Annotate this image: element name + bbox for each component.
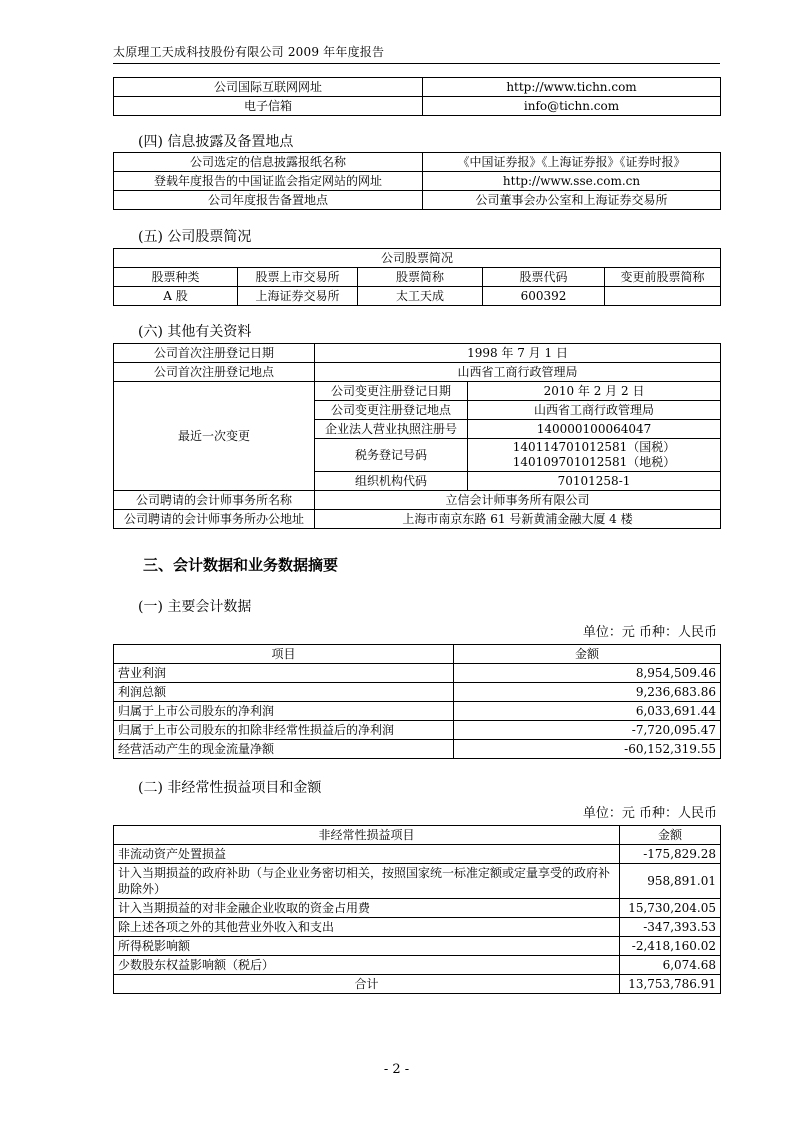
stock-type: A 股	[114, 287, 238, 306]
item-cell: 非流动资产处置损益	[114, 845, 620, 864]
column-header: 股票上市交易所	[238, 268, 358, 287]
non-recurring-unit: 单位：元 币种：人民币	[582, 806, 717, 821]
amount-cell: 958,891.01	[620, 864, 721, 899]
cell-value: 公司董事会办公室和上海证券交易所	[423, 191, 721, 210]
item-cell: 计入当期损益的政府补助（与企业业务密切相关，按照国家统一标准定额或定量享受的政府补助除外）	[114, 864, 620, 899]
cell-value: 2010 年 2 月 2 日	[468, 382, 721, 401]
header-rule	[113, 63, 720, 64]
table-row	[114, 864, 721, 899]
table-row	[114, 153, 721, 172]
table-caption: 公司股票简况	[114, 249, 721, 268]
section-disclosure-title: (四) 信息披露及备置地点	[138, 134, 294, 150]
amount-cell: 6,033,691.44	[454, 702, 721, 721]
table-row	[114, 491, 721, 510]
amount-cell: 9,236,683.86	[454, 683, 721, 702]
item-cell: 计入当期损益的对非金融企业收取的资金占用费	[114, 899, 620, 918]
other-info-table	[113, 343, 721, 529]
table-header-row	[114, 826, 721, 845]
table-row	[114, 664, 721, 683]
main-data-table	[113, 644, 721, 759]
item-cell: 除上述各项之外的其他营业外收入和支出	[114, 918, 620, 937]
cell-label: 税务登记号码	[315, 439, 468, 472]
stock-code: 600392	[483, 287, 605, 306]
amount-cell: -175,829.28	[620, 845, 721, 864]
table-header-row	[114, 645, 721, 664]
amount-cell: 8,954,509.46	[454, 664, 721, 683]
column-header: 非经常性损益项目	[114, 826, 620, 845]
cell-value: 上海市南京东路 61 号新黄浦金融大厦 4 楼	[315, 510, 721, 529]
total-row	[114, 975, 721, 994]
cell-value: 《中国证券报》《上海证券报》《证券时报》	[423, 153, 721, 172]
stock-short-name: 太工天成	[358, 287, 483, 306]
cell-label: 公司首次注册登记地点	[114, 363, 315, 382]
contact-table	[113, 77, 721, 116]
item-cell: 所得税影响额	[114, 937, 620, 956]
column-header: 变更前股票简称	[605, 268, 721, 287]
table-row	[114, 740, 721, 759]
table-row	[114, 937, 721, 956]
table-row	[114, 191, 721, 210]
website-link[interactable]: http://www.tichn.com	[423, 78, 721, 97]
page-number: - 2 -	[383, 1062, 410, 1077]
section-other-title: (六) 其他有关资料	[138, 324, 252, 340]
amount-cell: 6,074.68	[620, 956, 721, 975]
cell-label: 公司首次注册登记日期	[114, 344, 315, 363]
section3-title: 三、会计数据和业务数据摘要	[143, 556, 339, 574]
non-recurring-table	[113, 825, 721, 994]
cell-label: 公司聘请的会计师事务所名称	[114, 491, 315, 510]
table-row	[114, 683, 721, 702]
item-cell: 营业利润	[114, 664, 454, 683]
email-link[interactable]: info@tichn.com	[423, 97, 721, 116]
website-label: 公司国际互联网网址	[114, 78, 423, 97]
item-cell: 经营活动产生的现金流量净额	[114, 740, 454, 759]
tax-number-cell	[468, 439, 721, 472]
item-cell: 少数股东权益影响额（税后）	[114, 956, 620, 975]
section-stock-title: (五) 公司股票简况	[138, 229, 252, 245]
column-header: 股票简称	[358, 268, 483, 287]
cell-label: 登载年度报告的中国证监会指定网站的网址	[114, 172, 423, 191]
table-row	[114, 956, 721, 975]
cell-label: 公司选定的信息披露报纸名称	[114, 153, 423, 172]
disclosure-table	[113, 152, 721, 210]
table-row	[114, 899, 721, 918]
table-row	[114, 382, 721, 401]
cell-value: 山西省工商行政管理局	[468, 401, 721, 420]
total-amount: 13,753,786.91	[620, 975, 721, 994]
total-label: 合计	[114, 975, 620, 994]
local-tax-number: 140109701012581（地税）	[512, 455, 676, 469]
column-header: 金额	[454, 645, 721, 664]
table-row	[114, 78, 721, 97]
table-row	[114, 287, 721, 306]
non-recurring-title: (二) 非经常性损益项目和金额	[138, 780, 322, 796]
email-label: 电子信箱	[114, 97, 423, 116]
table-row	[114, 721, 721, 740]
amount-cell: -347,393.53	[620, 918, 721, 937]
stock-table	[113, 248, 721, 306]
amount-cell: -60,152,319.55	[454, 740, 721, 759]
table-row	[114, 702, 721, 721]
table-row	[114, 363, 721, 382]
main-data-title: (一) 主要会计数据	[138, 599, 252, 615]
cell-label: 组织机构代码	[315, 472, 468, 491]
cell-label: 公司年度报告备置地点	[114, 191, 423, 210]
table-row	[114, 249, 721, 268]
national-tax-number: 140114701012581（国税）	[512, 440, 676, 454]
stock-former-name	[605, 287, 721, 306]
cell-value: 立信会计师事务所有限公司	[315, 491, 721, 510]
amount-cell: -7,720,095.47	[454, 721, 721, 740]
item-cell: 利润总额	[114, 683, 454, 702]
amount-cell: 15,730,204.05	[620, 899, 721, 918]
recent-change-label: 最近一次变更	[114, 382, 315, 491]
table-row	[114, 510, 721, 529]
column-header: 股票种类	[114, 268, 238, 287]
amount-cell: -2,418,160.02	[620, 937, 721, 956]
table-row	[114, 918, 721, 937]
column-header: 金额	[620, 826, 721, 845]
table-header-row	[114, 268, 721, 287]
stock-exchange: 上海证券交易所	[238, 287, 358, 306]
cell-value: 1998 年 7 月 1 日	[315, 344, 721, 363]
table-row	[114, 172, 721, 191]
cell-label: 公司聘请的会计师事务所办公地址	[114, 510, 315, 529]
column-header: 股票代码	[483, 268, 605, 287]
cell-value: 山西省工商行政管理局	[315, 363, 721, 382]
cell-label: 公司变更注册登记地点	[315, 401, 468, 420]
item-cell: 归属于上市公司股东的净利润	[114, 702, 454, 721]
column-header: 项目	[114, 645, 454, 664]
cell-value: 140000100064047	[468, 420, 721, 439]
item-cell: 归属于上市公司股东的扣除非经常性损益后的净利润	[114, 721, 454, 740]
table-row	[114, 845, 721, 864]
cell-label: 企业法人营业执照注册号	[315, 420, 468, 439]
table-row	[114, 344, 721, 363]
page-header: 太原理工天成科技股份有限公司 2009 年年度报告	[113, 45, 385, 59]
main-data-unit: 单位：元 币种：人民币	[582, 625, 717, 640]
table-row	[114, 97, 721, 116]
cell-value: 70101258-1	[468, 472, 721, 491]
cell-label: 公司变更注册登记日期	[315, 382, 468, 401]
cell-link[interactable]: http://www.sse.com.cn	[423, 172, 721, 191]
